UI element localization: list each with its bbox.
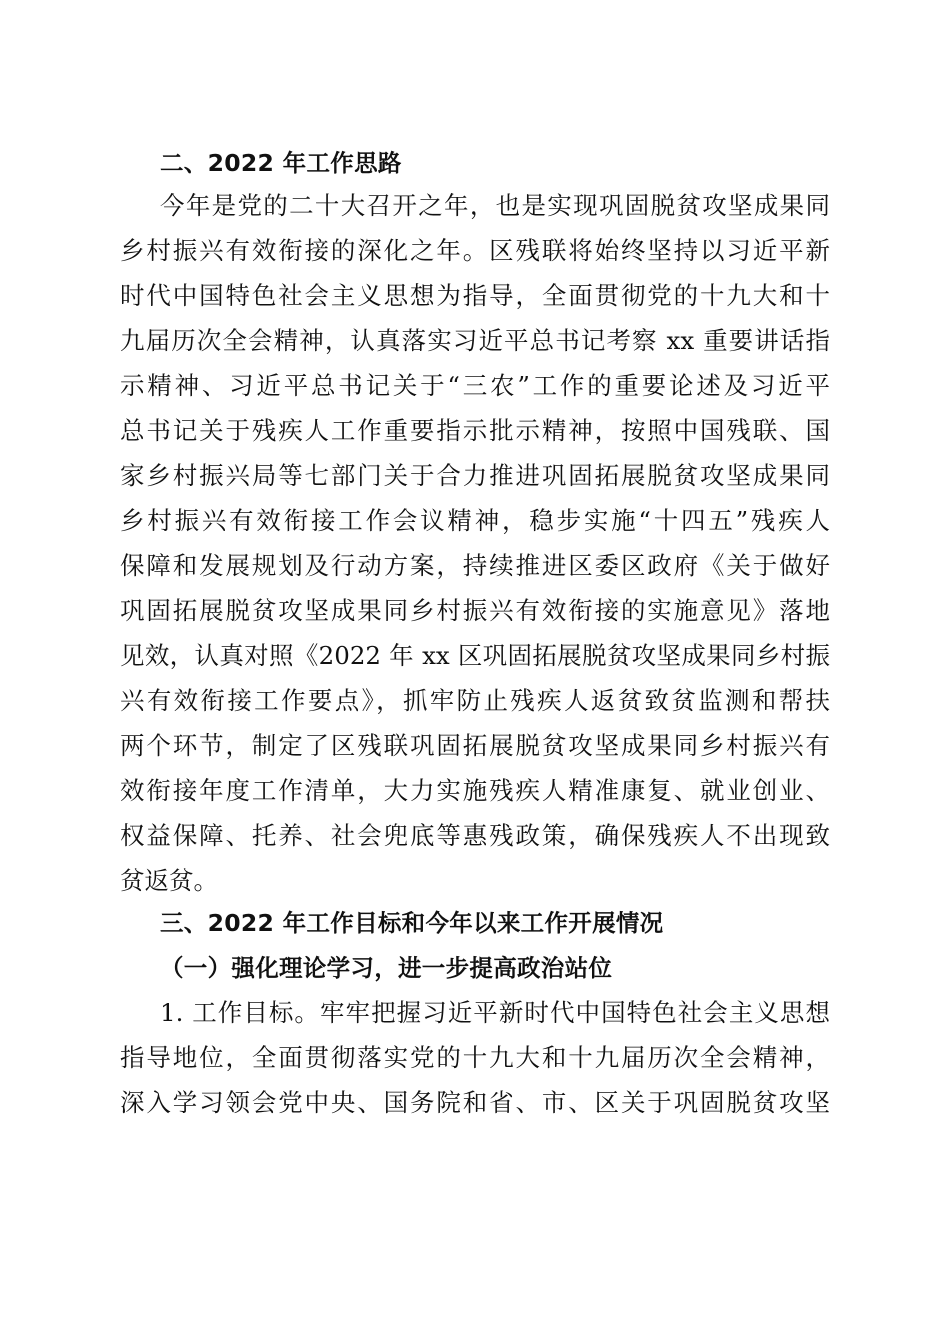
paragraph-line: 两个环节，制定了区残联巩固拓展脱贫攻坚成果同乡村振兴有 — [120, 731, 830, 760]
paragraph-line: 今年是党的二十大召开之年，也是实现巩固脱贫攻坚成果同 — [160, 191, 830, 220]
section-two-heading: 二、2022 年工作思路 — [160, 149, 402, 177]
paragraph-line: 1. 工作目标。牢牢把握习近平新时代中国特色社会主义思想 — [160, 998, 830, 1027]
paragraph-line: 保障和发展规划及行动方案，持续推进区委区政府《关于做好 — [120, 551, 830, 580]
paragraph-line: 指导地位，全面贯彻落实党的十九大和十九届历次全会精神， — [120, 1043, 830, 1072]
paragraph-line: 贫返贫。 — [120, 866, 218, 895]
paragraph-line: 时代中国特色社会主义思想为指导，全面贯彻党的十九大和十 — [120, 281, 830, 310]
paragraph-line: 乡村振兴有效衔接工作会议精神，稳步实施“十四五”残疾人 — [120, 506, 830, 535]
paragraph-line: 示精神、习近平总书记关于“三农”工作的重要论述及习近平 — [120, 371, 830, 400]
paragraph-line: 总书记关于残疾人工作重要指示批示精神，按照中国残联、国 — [120, 416, 830, 445]
paragraph-line: 九届历次全会精神，认真落实习近平总书记考察 xx 重要讲话指 — [120, 326, 830, 355]
paragraph-line: 兴有效衔接工作要点》，抓牢防止残疾人返贫致贫监测和帮扶 — [120, 686, 830, 715]
paragraph-line: 家乡村振兴局等七部门关于合力推进巩固拓展脱贫攻坚成果同 — [120, 461, 830, 490]
section-three-heading: 三、2022 年工作目标和今年以来工作开展情况 — [160, 909, 664, 937]
paragraph-line: 巩固拓展脱贫攻坚成果同乡村振兴有效衔接的实施意见》落地 — [120, 596, 830, 625]
paragraph-line: 深入学习领会党中央、国务院和省、市、区关于巩固脱贫攻坚 — [120, 1088, 830, 1117]
paragraph-line: 见效，认真对照《2022 年 xx 区巩固拓展脱贫攻坚成果同乡村振 — [120, 641, 830, 670]
paragraph-line: 权益保障、托养、社会兜底等惠残政策，确保残疾人不出现致 — [120, 821, 830, 850]
paragraph-line: 效衔接年度工作清单，大力实施残疾人精准康复、就业创业、 — [120, 776, 830, 805]
paragraph-line: 乡村振兴有效衔接的深化之年。区残联将始终坚持以习近平新 — [120, 236, 830, 265]
section-three-subheading: （一）强化理论学习，进一步提高政治站位 — [160, 954, 613, 982]
